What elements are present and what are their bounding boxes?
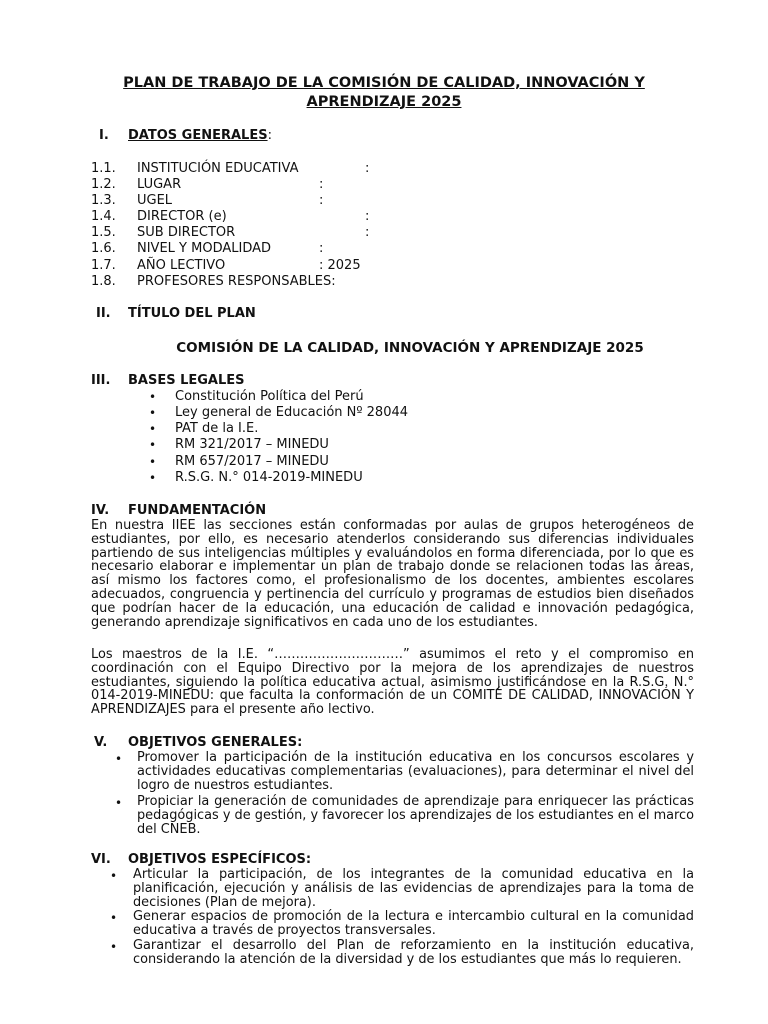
row-num: 1.5. [91,225,116,240]
row-num: 1.4. [91,209,116,224]
bullet-dot-icon: • [149,455,157,469]
row-label: AÑO LECTIVO [137,258,226,273]
row-label: PROFESORES RESPONSABLES: [137,274,336,289]
section3-number: III. [91,373,111,388]
row-num: 1.8. [91,274,116,289]
row-num: 1.7. [91,258,116,273]
list-item: Constitución Política del Perú [175,389,364,404]
bullet-dot-icon: • [110,911,118,925]
row-num: 1.6. [91,241,116,256]
row-value: : [365,161,370,176]
row-value: : 2025 [319,258,361,273]
section4-number: IV. [91,503,110,518]
row-num: 1.3. [91,193,116,208]
bullet-dot-icon: • [115,752,123,766]
row-label: SUB DIRECTOR [137,225,236,240]
row-num: 1.2. [91,177,116,192]
fundamentacion-paragraph-1: En nuestra IIEE las secciones están conformadas por aulas de grupos heterogéneos de estudiantes, por ello, es necesario atenderlos considerando sus diferencias individuales partiendo de sus inteligencias múltiples y evaluándolos en forma diferenciada, por lo que es necesario elaborar e implementar un plan de trabajo donde se relacionen todas las áreas, así mismo los factores como, el profesionalismo de los docentes, ambientes escolares adecuados, congruencia y pertinencia del currículo y programas de estudios bien diseñados que podrían hacer de la educación, una educación de calidad e innovación pedagógica, generando aprendizaje significativos en cada uno de los estudiantes. [91,518,694,630]
list-item: Articular la participación, de los integrantes de la comunidad educativa en la planificación, ejecución y análisis de las evidencias de aprendizajes para la toma de decisiones (Plan de mejora). [133,867,694,910]
row-label: INSTITUCIÓN EDUCATIVA [137,161,299,176]
list-item: R.S.G. N.° 014-2019-MINEDU [175,470,363,485]
row-label: UGEL [137,193,173,208]
bullet-dot-icon: • [115,796,123,810]
row-label: LUGAR [137,177,182,192]
section6-heading: OBJETIVOS ESPECÍFICOS: [128,852,312,867]
bullet-dot-icon: • [149,438,157,452]
document-title-line1: PLAN DE TRABAJO DE LA COMISIÓN DE CALIDAD, INNOVACIÓN Y [123,75,645,91]
row-label: NIVEL Y MODALIDAD [137,241,271,256]
bullet-dot-icon: • [149,471,157,485]
row-value: : [319,193,324,208]
row-value: : [319,241,324,256]
bullet-dot-icon: • [110,869,118,883]
row-value: : [365,225,370,240]
row-num: 1.1. [91,161,116,176]
list-item: PAT de la I.E. [175,421,259,436]
list-item: Propiciar la generación de comunidades de aprendizaje para enriquecer las prácticas pedagógicas y de gestión, y favorecer los aprendizajes de los estudiantes en el marco del CNEB. [137,794,695,837]
document-title-line2: APRENDIZAJE 2025 [306,94,462,110]
list-item: Generar espacios de promoción de la lectura e intercambio cultural en la comunidad educativa a través de proyectos transversales. [133,909,694,938]
fundamentacion-paragraph-2: Los maestros de la I.E. “…………………………” asumimos el reto y el compromiso en coordinación con el Equipo Directivo por la mejora de los aprendizajes de nuestros estudiantes, siguiendo la política educativa actual, asimismo justificándose en la R.S.G. N.° 014-2019-MINEDU: que faculta la conformación de un COMITÉ DE CALIDAD, INNOVACIÓN Y APRENDIZAJES para el presente año lectivo. [91,647,694,718]
bullet-dot-icon: • [149,422,157,436]
section5-heading: OBJETIVOS GENERALES: [128,735,303,750]
section1-number: I. [99,128,109,143]
section6-number: VI. [91,852,111,867]
plan-title: COMISIÓN DE LA CALIDAD, INNOVACIÓN Y APRENDIZAJE 2025 [176,340,644,356]
row-label: DIRECTOR (e) [137,209,227,224]
section1-heading-wrap [128,128,272,143]
section2-heading: TÍTULO DEL PLAN [128,306,256,321]
row-value: : [365,209,370,224]
bullet-dot-icon: • [149,390,157,404]
bullet-dot-icon: • [110,940,118,954]
list-item: RM 657/2017 – MINEDU [175,454,329,469]
section4-heading: FUNDAMENTACIÓN [128,503,267,518]
section5-number: V. [94,735,108,750]
list-item: Garantizar el desarrollo del Plan de reforzamiento en la institución educativa, considerando la atención de la diversidad y de los estudiantes que más lo requieren. [133,938,694,967]
row-value: : [319,177,324,192]
section1-heading-colon: : [267,128,272,143]
section1-heading: DATOS GENERALES [128,128,268,143]
list-item: Ley general de Educación Nº 28044 [175,405,409,420]
list-item: Promover la participación de la institución educativa en los concursos escolares y actividades educativas complementarias (evaluaciones), para determinar el nivel del logro de nuestros estudiantes. [137,750,694,793]
section2-number: II. [96,306,111,321]
bullet-dot-icon: • [149,406,157,420]
list-item: RM 321/2017 – MINEDU [175,437,329,452]
section3-heading: BASES LEGALES [128,373,245,388]
